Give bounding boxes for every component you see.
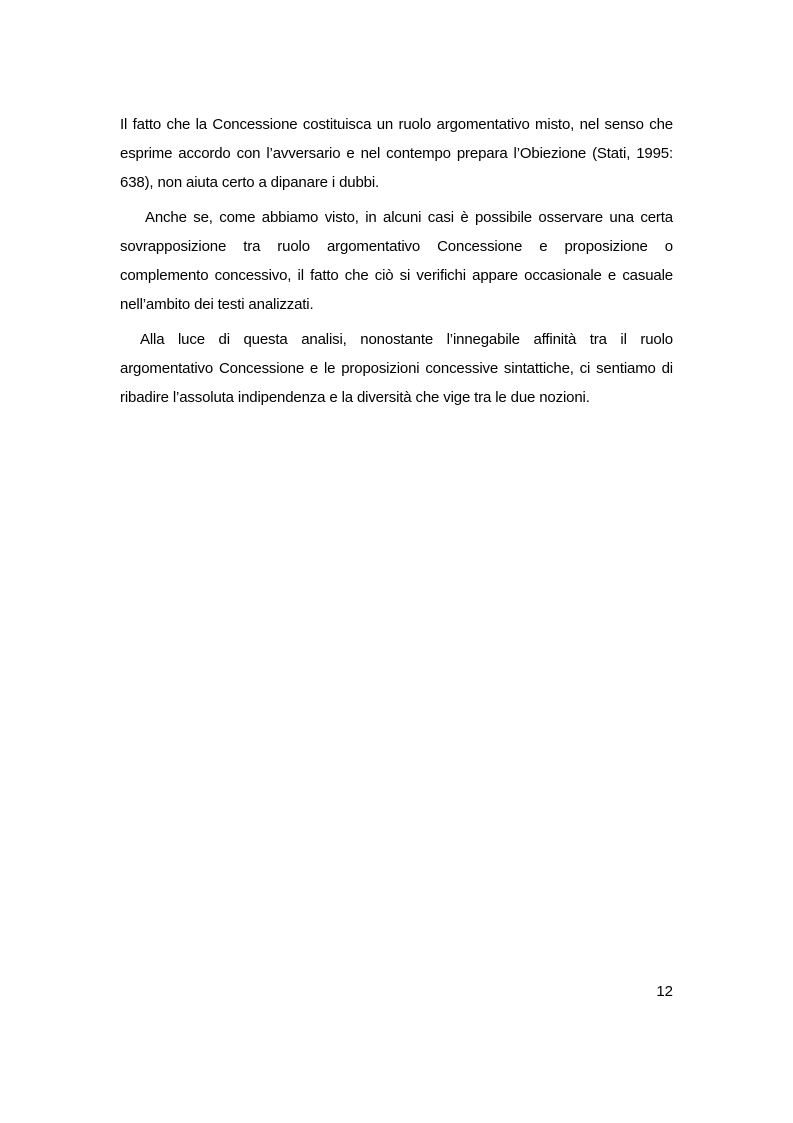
paragraph-2: Anche se, come abbiamo visto, in alcuni casi è possibile osservare una certa sovrapposizione tra ruolo argomentativo Concessione e proposizione o complemento concessivo, il fatto che ciò si verifichi appare occasionale e casuale nell’ambito dei testi analizzati. xyxy=(120,209,673,313)
paragraph-1: Il fatto che la Concessione costituisca un ruolo argomentativo misto, nel senso che esprime accordo con l’avversario e nel contempo prepara l’Obiezione (Stati, 1995: 638), non aiuta certo a dipanare i dubbi. xyxy=(120,116,673,191)
body-text xyxy=(120,110,673,412)
page-number: 12 xyxy=(656,983,673,1000)
paragraph-3: Alla luce di questa analisi, nonostante l’innegabile affinità tra il ruolo argomentativo Concessione e le proposizioni concessive sintattiche, ci sentiamo di ribadire l’assoluta indipendenza e la diversità che vige tra le due nozioni. xyxy=(120,331,673,406)
